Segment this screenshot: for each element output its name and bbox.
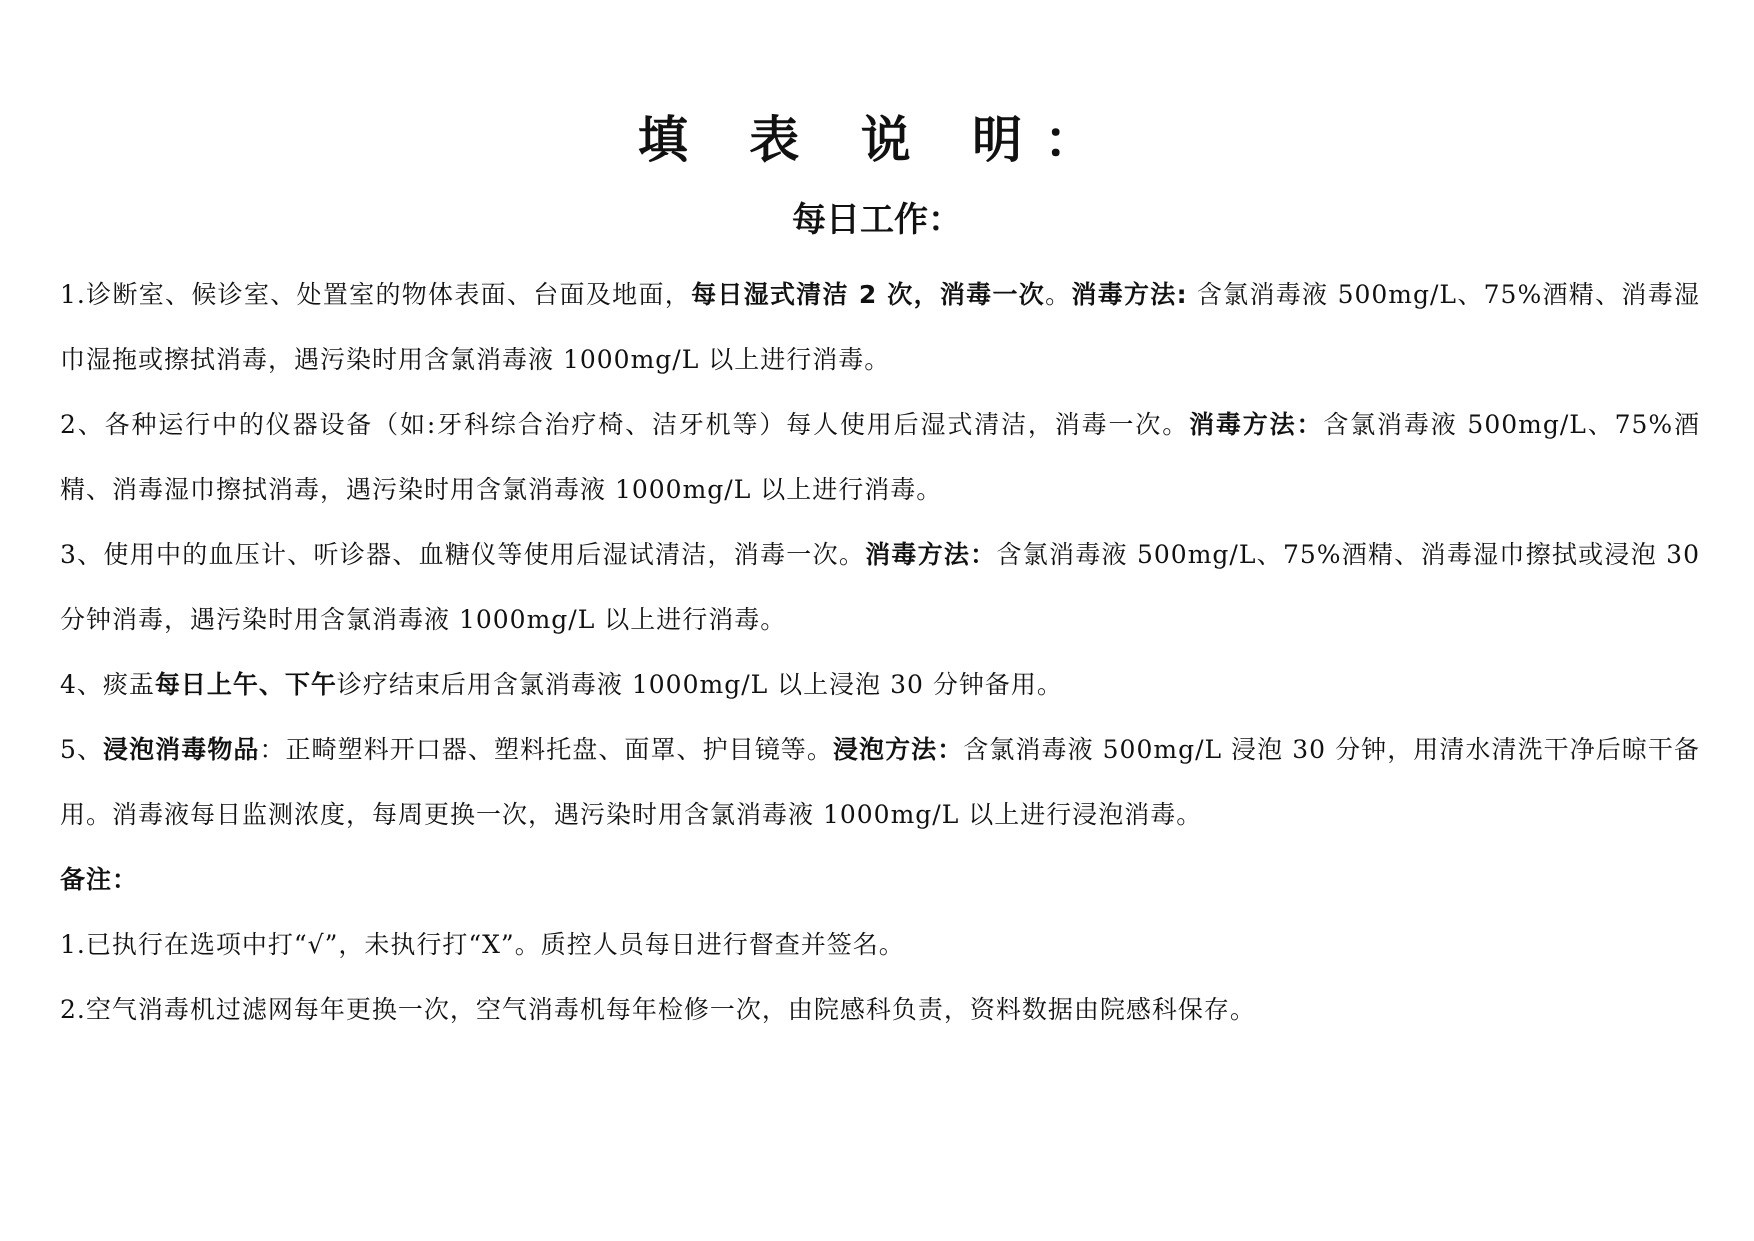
method-label: 消毒方法： [865,540,997,569]
note-2: 2.空气消毒机过滤网每年更换一次，空气消毒机每年检修一次，由院感科负责，资料数据由院感科保存。 [60,995,1256,1024]
document-body [60,262,1700,1042]
paragraph-text: 5、 [60,735,104,764]
emphasis-text: 每日湿式清洁 2 次，消毒一次 [691,280,1046,309]
paragraph-text: 2、各种运行中的仪器设备（如:牙科综合治疗椅、洁牙机等）每人使用后湿式清洁，消毒一次。 [60,410,1190,439]
paragraph-5 [60,717,1700,847]
note-1: 1.已执行在选项中打“√”，未执行打“X”。质控人员每日进行督查并签名。 [60,930,905,959]
section-subtitle: 每日工作： [792,200,962,240]
paragraph-text: ：正畸塑料开口器、塑料托盘、面罩、护目镜等。 [259,735,833,764]
method-label: 消毒方法: [1071,280,1188,309]
paragraph-4 [60,652,1700,717]
paragraph-text: 含氯消毒液 500mg/L、75%酒精、消毒湿巾湿拖或擦拭消毒，遇污染时用含氯消毒液 1000mg/L 以上进行消毒。 [60,280,1701,374]
paragraph-text: 含氯消毒液 500mg/L 浸泡 30 分钟，用清水清洗干净后晾干备用。消毒液每日监测浓度，每周更换一次，遇污染时用含氯消毒液 1000mg/L 以上进行浸泡消毒。 [60,735,1700,829]
paragraph-text: 3、使用中的血压计、听诊器、血糖仪等使用后湿试清洁，消毒一次。 [60,540,866,569]
method-label: 消毒方法： [1189,410,1324,439]
paragraph-text: 诊疗结束后用含氯消毒液 1000mg/L 以上浸泡 30 分钟备用。 [336,670,1063,699]
document-title: 填 表 说 明： [637,111,1117,169]
paragraph-text: 1.诊断室、候诊室、处置室的物体表面、台面及地面， [60,280,692,309]
paragraph-2 [60,392,1700,522]
method-label: 浸泡方法： [832,735,964,764]
paragraph-3 [60,522,1700,652]
emphasis-text: 每日上午、下午 [154,670,337,699]
paragraph-text: 。 [1045,280,1072,309]
paragraph-text: 含氯消毒液 500mg/L、75%酒精、消毒湿巾擦拭或浸泡 30 分钟消毒，遇污染时用含氯消毒液 1000mg/L 以上进行消毒。 [60,540,1700,634]
paragraph-1 [60,262,1700,392]
paragraph-text: 4、痰盂 [60,670,155,699]
paragraph-text: 含氯消毒液 500mg/L、75%酒精、消毒湿巾擦拭消毒，遇污染时用含氯消毒液 1000mg/L 以上进行消毒。 [60,410,1700,504]
notes-title: 备注： [60,865,139,894]
emphasis-text: 浸泡消毒物品 [103,735,260,764]
